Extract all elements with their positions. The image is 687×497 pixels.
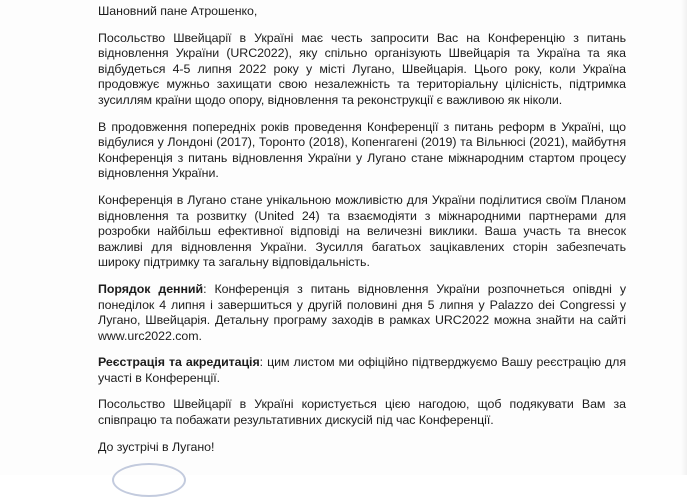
registration-label: Реєстрація та акредитація: [98, 355, 260, 370]
paragraph-thanks: Посольство Швейцарії в Україні користується цією нагодою, щоб подякувати Вам за співпрацю та побажати результативних дискусій під час Конференції.: [98, 397, 626, 428]
agenda-text: : Конференція з питань відновлення України розпочнеться опівдні у понеділок 4 липня і завершиться у другій половині дня 5 липня у Palazzo dei Congressi у Лугано, Швейцарія. Детальну програму заходів в рамках URC2022 можна знайти на сайті www.urc2022.com.: [98, 281, 626, 343]
letter-body: [98, 4, 626, 466]
scan-edge: [681, 0, 687, 475]
registration-text: : цим листом ми офіційно підтверджуємо Вашу реєстрацію для участі в Конференції.: [98, 355, 627, 385]
agenda-label: Порядок денний: [98, 281, 204, 296]
stamp-seal: [112, 463, 186, 497]
paragraph-opportunity: Конференція в Лугано стане унікальною можливістю для України поділитися своїм Планом відновлення та розвитку (United 24) та взаємодіяти з міжнародними партнерами для розробки найбільш ефективної відповіді на величезні виклики. Ваша участь та внесок важливі для відновлення України. Зусилля багатьох зацікавлених сторін забезпечать широку підтримку та загальну відповідальність.: [98, 192, 626, 270]
paragraph-registration: [98, 355, 626, 386]
closing-line: До зустрічі в Лугано!: [98, 439, 215, 454]
paragraph-agenda: [98, 282, 626, 344]
paragraph-history: В продовження попередніх років проведення Конференції з питань реформ в Україні, що відбулися у Лондоні (2017), Торонто (2018), Копенгагені (2019) та Вільнюсі (2021), майбутня Конференція з питань відновлення України у Лугано стане міжнародним стартом процесу відновлення України.: [98, 119, 626, 181]
paragraph-invitation: Посольство Швейцарії в Україні має честь запросити Вас на Конференцію з питань відновлення України (URC2022), яку спільно організують Швейцарія та Україна та яка відбудеться 4-5 липня 2022 року у місті Лугано, Швейцарія. Цього року, коли Україна продовжує мужньо захищати свою незалежність та територіальну цілісність, підтримка зусиллям країни щодо опору, відновлення та реконструкції є важливою як ніколи.: [98, 30, 626, 107]
salutation: Шановний пане Атрошенко,: [98, 4, 258, 18]
